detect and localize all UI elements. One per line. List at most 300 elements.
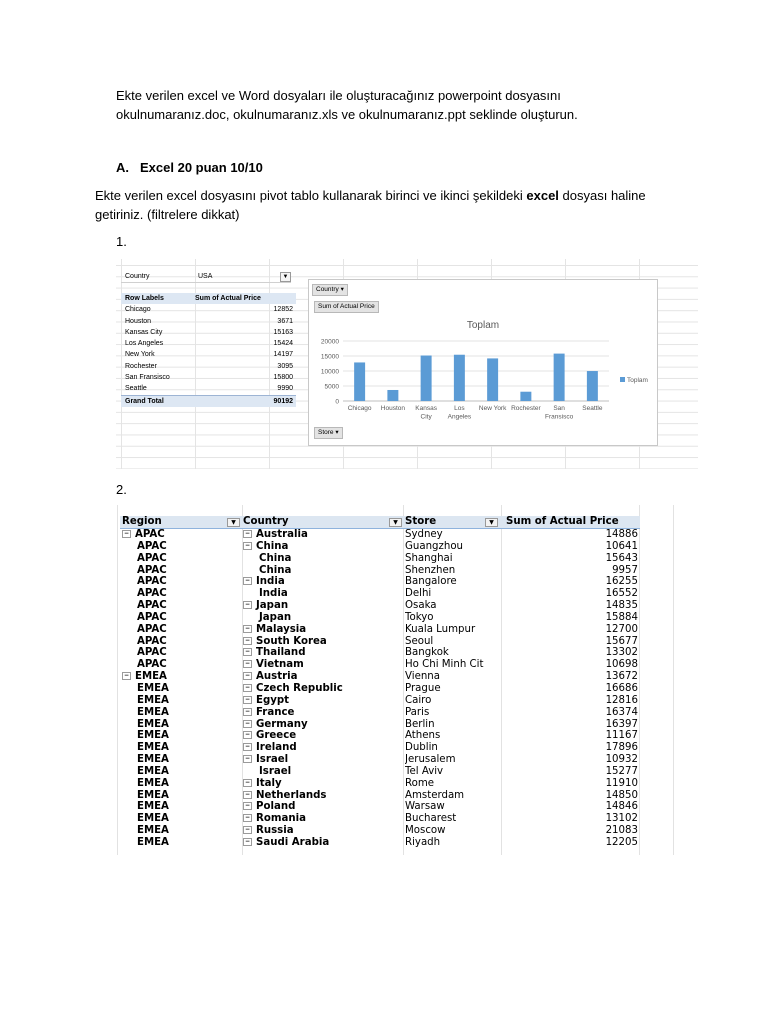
store-cell: Warsaw [405,801,445,813]
table-row [120,801,640,813]
collapse-icon[interactable]: − [244,790,251,798]
region-cell [122,766,255,778]
table-row [120,825,640,837]
region-text: EMEA [137,682,169,694]
country-text: Poland [256,801,296,813]
x-tick-label: City [420,413,432,421]
store-cell: Jerusalem [405,754,456,766]
country-cell [243,659,403,671]
filter-dropdown-icon[interactable]: ▼ [280,272,291,282]
collapse-icon[interactable]: − [244,707,251,715]
country-cell [243,529,403,541]
x-tick-label: Angeles [447,413,472,421]
country-text: Israel [259,765,292,777]
collapse-icon[interactable]: − [244,743,251,751]
pivot-row [121,383,296,394]
region-cell [122,742,255,754]
collapse-icon[interactable]: − [244,624,251,632]
store-cell: Sydney [405,529,443,540]
pivot-row-label: Chicago [125,306,151,314]
pivot-row [121,327,296,338]
store-cell: Osaka [405,600,437,612]
country-text: Israel [256,754,289,766]
pivot-row-label: Kansas City [125,328,163,336]
region-text: EMEA [137,765,169,777]
store-cell: Kuala Lumpur [405,623,476,635]
region-text: EMEA [137,836,169,848]
instruction-text-2: dosyası haline getiriniz. (filtrelere dikkat) [95,188,646,222]
store-cell: Seoul [405,635,434,647]
country-cell [243,683,403,695]
sum-cell: 10641 [605,540,638,552]
region-text: APAC [137,588,167,600]
sum-cell: 16374 [605,706,638,718]
region-cell [122,647,255,659]
sum-cell: 12205 [605,836,638,848]
region-text: APAC [137,576,167,588]
collapse-icon[interactable]: − [244,826,251,834]
region-dropdown-icon[interactable]: ▼ [227,518,240,527]
region-text: EMEA [137,694,169,706]
pivot-filter-row [121,271,291,283]
table-row [120,742,640,754]
store-cell: Prague [405,682,441,694]
store-cell: Berlin [405,718,435,730]
country-text: India [256,576,285,588]
section-heading [116,158,263,177]
country-cell [243,541,403,553]
region-text: EMEA [137,706,169,718]
pivot-row [121,338,296,349]
pivot-row [121,349,296,360]
collapse-icon[interactable]: − [244,648,251,656]
legend-label: Toplam [627,377,648,384]
bar [454,355,465,401]
pivot-row-value: 15800 [273,374,293,382]
collapse-icon[interactable]: − [244,814,251,822]
country-cell [243,600,403,612]
pivot-row-label: New York [125,351,155,359]
sum-field-label: Sum of Actual Price [318,303,375,310]
region-text: EMEA [137,777,169,789]
store-cell: Shanghai [405,552,453,564]
table-row [120,553,640,565]
bar [487,358,498,401]
store-cell: Rome [405,777,435,789]
collapse-icon[interactable]: − [244,660,251,668]
sum-cell: 16255 [605,576,638,588]
grand-total-value: 90192 [273,397,293,405]
instruction-paragraph [95,186,675,224]
table-row [120,576,640,588]
region-cell [122,837,255,849]
pivot-row-value: 15424 [273,340,293,348]
country-cell [243,695,403,707]
pivot-row [121,304,296,315]
table-row [120,624,640,636]
region-cell [122,813,255,825]
region-cell [122,719,255,731]
collapse-icon[interactable]: − [244,778,251,786]
sum-cell: 16397 [605,718,638,730]
sum-cell: 13672 [605,671,638,683]
region-text: EMEA [137,825,169,837]
country-cell [243,624,403,636]
store-cell: Bucharest [405,813,457,825]
table-row [120,813,640,825]
store-cell: Tel Aviv [405,765,444,777]
sum-cell: 17896 [605,742,638,754]
region-cell [122,659,255,671]
table-row [120,695,640,707]
country-cell [243,766,419,778]
sum-cell: 10932 [605,754,638,766]
x-tick-label: Houston [380,405,405,412]
table-row [120,754,640,766]
region-cell [122,624,255,636]
x-tick-label: Fransisco [545,413,574,421]
filter-value: USA [198,273,213,280]
x-tick-label: Los [454,405,465,412]
table-row [120,600,640,612]
pivot-row [121,372,296,383]
country-header[interactable] [243,516,403,528]
sum-header: Sum of Actual Price [195,295,261,302]
store-cell: Amsterdam [405,789,465,801]
country-text: Ireland [256,742,297,754]
region-cell [122,778,255,790]
store-cell: Guangzhou [405,540,464,552]
pivot-table-1 [121,293,296,407]
pivot-chart [308,279,658,446]
sum-cell: 13102 [605,813,638,825]
store-cell: Moscow [405,825,446,837]
table-row [120,683,640,695]
instruction-bold: excel [526,188,559,203]
country-text: Greece [256,730,297,742]
table-row [120,588,640,600]
store-cell: Shenzhen [405,564,456,576]
collapse-icon[interactable]: − [244,695,251,703]
country-cell [243,742,403,754]
item-1-label: 1. [116,234,127,249]
region-text: APAC [137,659,167,671]
region-text: APAC [137,635,167,647]
pivot-row-value: 15163 [273,328,293,336]
pivot-header-row [121,293,296,304]
table-row [120,541,640,553]
region-cell [122,671,240,683]
collapse-icon[interactable]: − [244,577,251,585]
intro-paragraph: Ekte verilen excel ve Word dosyaları ile oluşturacağınız powerpoint dosyasını okulnumaranız.doc, okulnumaranız.xls ve okulnumaranız.ppt seklinde oluşturun. [116,88,578,122]
sum-field-button[interactable] [314,301,379,313]
x-tick-label: Rochester [511,405,541,412]
collapse-icon[interactable]: − [244,802,251,810]
region-text: APAC [137,540,167,552]
region-text: EMEA [135,671,167,683]
table-row [120,529,640,541]
store-field-label: Store [318,429,334,436]
region-text: APAC [135,529,165,540]
sum-cell: 15643 [605,552,638,564]
country-text: Saudi Arabia [256,836,330,848]
collapse-icon[interactable]: − [244,530,251,537]
row-labels-header[interactable]: Row Labels [125,295,164,302]
table-row [120,790,640,802]
region-header[interactable] [122,516,240,528]
country-cell [243,790,403,802]
country-field-label: Country [316,286,339,293]
country-header-label: Country [243,516,289,527]
collapse-icon[interactable]: − [244,731,251,739]
pivot-row [121,361,296,372]
country-text: China [259,564,292,576]
pivot-row [121,316,296,327]
collapse-icon[interactable]: − [123,530,130,537]
region-cell [122,588,255,600]
country-text: Germany [256,718,308,730]
region-text: EMEA [137,813,169,825]
table-row [120,565,640,577]
region-cell [122,600,255,612]
country-cell [243,719,403,731]
sum-cell: 12816 [605,694,638,706]
collapse-icon[interactable]: − [244,541,251,549]
region-cell [122,707,255,719]
pivot-row-label: Houston [125,317,152,325]
sum-cell: 14835 [605,600,638,612]
x-tick-label: Kansas [415,405,437,412]
pivot-screenshot-2 [95,505,675,855]
country-text: Thailand [256,647,306,659]
sum-cell: 21083 [605,825,638,837]
country-text: Egypt [256,694,290,706]
table-row [120,612,640,624]
country-dropdown-icon[interactable]: ▼ [389,518,402,527]
y-tick-label: 5000 [324,383,339,391]
bar [354,362,365,401]
sum-header-2: Sum of Actual Price [506,516,619,527]
table-row [120,636,640,648]
store-cell: Cairo [405,694,432,706]
collapse-icon[interactable]: − [244,636,251,644]
store-cell: Delhi [405,588,432,600]
bar [587,371,598,401]
sum-cell: 14846 [605,801,638,813]
region-text: EMEA [137,754,169,766]
region-text: EMEA [137,730,169,742]
region-cell [122,612,255,624]
country-text: China [259,552,292,564]
country-field-button[interactable]: Country ▾ [312,284,348,296]
pivot2-header-row [120,516,640,529]
country-text: Romania [256,813,306,825]
collapse-icon[interactable]: − [123,672,130,680]
country-cell [243,754,403,766]
pivot-row-value: 14197 [273,351,293,359]
item-2-label: 2. [116,482,127,497]
sum-cell: 11910 [605,777,638,789]
region-text: APAC [137,600,167,612]
region-text: EMEA [137,801,169,813]
country-cell [243,801,403,813]
legend-swatch [620,377,625,382]
x-tick-label: Seattle [582,405,603,412]
region-text: APAC [137,647,167,659]
y-tick-label: 0 [335,398,339,406]
table-row [120,659,640,671]
store-cell: Ho Chi Minh Cit [405,659,484,671]
country-text: South Korea [256,635,327,647]
sum-cell: 14886 [605,529,638,540]
country-cell [243,565,419,577]
country-cell [243,636,403,648]
country-cell [243,778,403,790]
store-cell: Vienna [405,671,440,683]
table-row [120,778,640,790]
table-row [120,671,640,683]
x-tick-label: New York [478,405,507,412]
grand-total-label: Grand Total [125,397,164,405]
store-cell: Paris [405,706,430,718]
chart-title: Toplam [466,320,500,331]
section-title: Excel 20 puan 10/10 [140,160,263,175]
section-number: A. [116,160,129,175]
pivot-row-value: 3671 [277,317,293,325]
table-row [120,719,640,731]
store-cell: Bangalore [405,576,457,588]
country-text: Vietnam [256,659,304,671]
sum-cell: 9957 [612,564,638,576]
region-text: EMEA [137,789,169,801]
table-row [120,837,640,849]
country-cell [243,813,403,825]
pivot-row-value: 3095 [277,362,293,370]
country-text: China [256,540,289,552]
store-cell: Riyadh [405,836,441,848]
country-cell [243,553,419,565]
table-row [120,647,640,659]
region-text: APAC [137,611,167,623]
country-cell [243,612,419,624]
bar [554,354,565,401]
region-text: EMEA [137,718,169,730]
country-text: India [259,588,288,600]
sum-cell: 14850 [605,789,638,801]
region-cell [122,801,255,813]
sum-cell: 11167 [605,730,638,742]
country-text: Czech Republic [256,682,343,694]
country-text: Austria [256,671,298,683]
country-cell [243,825,403,837]
region-text: APAC [137,623,167,635]
pivot-row-label: Los Angeles [125,340,164,348]
sum-cell: 10698 [605,659,638,671]
region-text: APAC [137,552,167,564]
sum-cell: 15277 [605,765,638,777]
country-cell [243,730,403,742]
region-cell [122,695,255,707]
pivot-screenshot-1 [116,259,698,469]
collapse-icon[interactable]: − [244,719,251,727]
sum-cell: 13302 [605,647,638,659]
region-cell [122,790,255,802]
region-cell [122,553,255,565]
x-tick-label: San [553,405,565,412]
region-text: EMEA [137,742,169,754]
store-header-label: Store [405,516,437,527]
country-text: Russia [256,825,294,837]
pivot-row-label: Rochester [125,362,157,370]
country-cell [243,837,403,849]
country-text: Netherlands [256,789,327,801]
country-text: Japan [259,611,292,623]
instruction-text-1: Ekte verilen excel dosyasını pivot tablo kullanarak birinci ve ikinci şekildeki [95,188,527,203]
store-header[interactable] [405,516,503,528]
pivot-row-label: San Fransisco [125,374,170,382]
y-tick-label: 10000 [320,368,339,376]
region-cell [122,576,255,588]
collapse-icon[interactable]: − [244,601,251,609]
y-tick-label: 15000 [320,353,339,361]
country-text: France [256,706,295,718]
bar [387,390,398,401]
sum-cell: 15884 [605,611,638,623]
store-field-button[interactable]: Store ▾ [314,427,343,439]
store-cell: Bangkok [405,647,449,659]
country-cell [243,671,403,683]
region-cell [122,541,255,553]
sum-cell: 16686 [605,682,638,694]
region-cell [122,529,240,541]
sum-cell: 12700 [605,623,638,635]
bar [421,356,432,401]
collapse-icon[interactable]: − [244,755,251,763]
region-text: APAC [137,564,167,576]
country-cell [243,707,403,719]
region-cell [122,683,255,695]
region-header-label: Region [122,516,162,527]
table-row [120,707,640,719]
table-row [120,766,640,778]
collapse-icon[interactable]: − [244,672,251,680]
grand-total-row [121,395,296,407]
store-cell: Athens [405,730,441,742]
sum-cell: 16552 [605,588,638,600]
region-cell [122,754,255,766]
country-cell [243,588,419,600]
bar [520,392,531,401]
collapse-icon[interactable]: − [244,837,251,845]
country-text: Malaysia [256,623,307,635]
country-text: Japan [256,600,289,612]
table-row [120,730,640,742]
pivot-row-label: Seattle [125,385,147,393]
pivot-row-value: 12852 [273,306,293,314]
collapse-icon[interactable]: − [244,683,251,691]
y-tick-label: 20000 [320,338,339,346]
country-cell [243,576,403,588]
sum-cell: 15677 [605,635,638,647]
store-cell: Dublin [405,742,438,754]
region-cell [122,825,255,837]
country-text: Australia [256,529,308,540]
region-cell [122,565,255,577]
country-cell [243,647,403,659]
country-text: Italy [256,777,282,789]
store-dropdown-icon[interactable]: ▼ [485,518,498,527]
region-cell [122,730,255,742]
